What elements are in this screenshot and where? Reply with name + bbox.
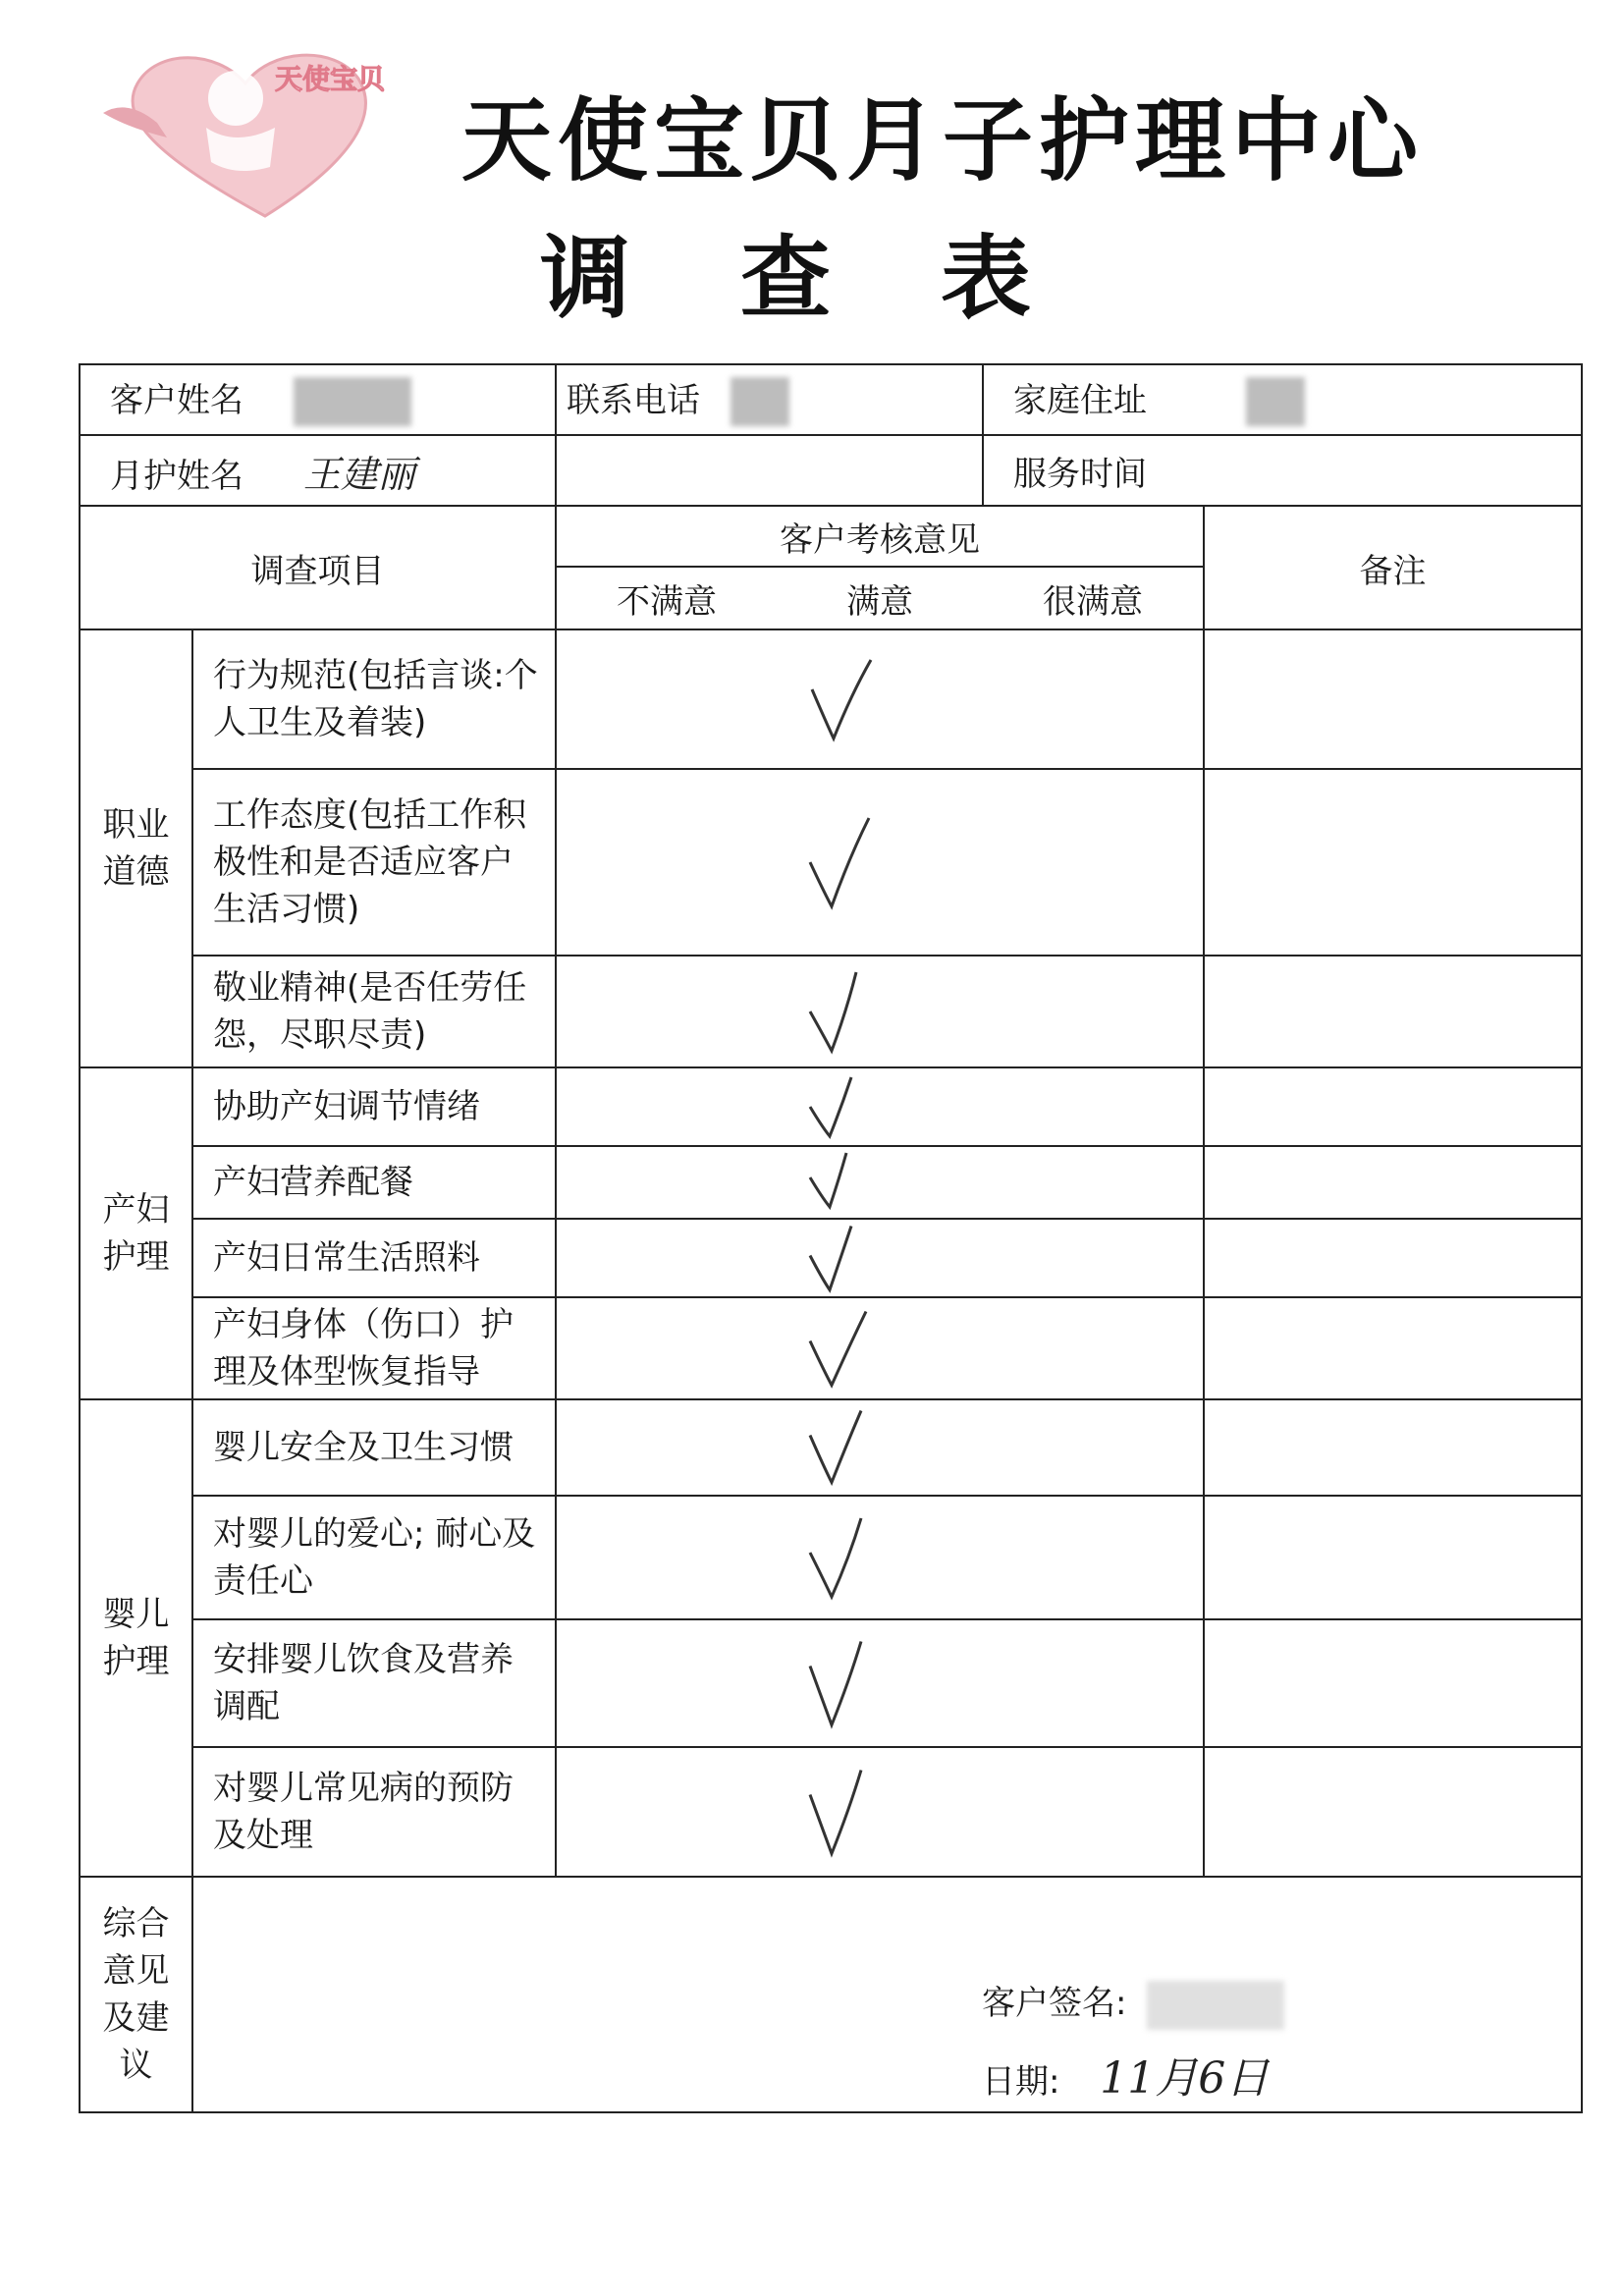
signature-line bbox=[982, 1976, 1284, 2030]
service-time-label: 服务时间 bbox=[1013, 454, 1147, 494]
remarks-cell[interactable] bbox=[1204, 1399, 1582, 1496]
satisfied-header: 满意 bbox=[777, 567, 983, 629]
unsatisfied-header: 不满意 bbox=[556, 567, 777, 629]
redacted-customer-name bbox=[294, 377, 411, 426]
rating-cell[interactable] bbox=[556, 1219, 1204, 1297]
checkmark-icon bbox=[802, 1072, 871, 1141]
checkmark-icon bbox=[802, 1307, 881, 1391]
checkmark-icon bbox=[802, 813, 881, 911]
redacted-signature bbox=[1147, 1981, 1284, 2030]
nurse-name-value: 王建丽 bbox=[302, 452, 415, 496]
remarks-cell[interactable] bbox=[1204, 1297, 1582, 1399]
remarks-cell[interactable] bbox=[1204, 1496, 1582, 1619]
rating-cell[interactable] bbox=[556, 1619, 1204, 1747]
address-cell bbox=[983, 364, 1582, 435]
remarks-cell[interactable] bbox=[1204, 1146, 1582, 1219]
category-label: 婴儿护理 bbox=[80, 1399, 192, 1877]
rating-cell[interactable] bbox=[556, 769, 1204, 956]
rating-cell[interactable] bbox=[556, 1496, 1204, 1619]
rating-cell[interactable] bbox=[556, 956, 1204, 1067]
date-value: 11月6日 bbox=[1100, 2053, 1270, 2104]
category-label: 职业道德 bbox=[80, 629, 192, 1067]
rating-cell[interactable] bbox=[556, 1747, 1204, 1877]
rating-cell[interactable] bbox=[556, 629, 1204, 769]
survey-item: 对婴儿常见病的预防及处理 bbox=[192, 1747, 556, 1877]
remarks-cell[interactable] bbox=[1204, 1219, 1582, 1297]
customer-name-label: 客户姓名 bbox=[110, 380, 244, 420]
page-subtitle: 调 查 表 bbox=[539, 226, 1071, 331]
remarks-cell[interactable] bbox=[1204, 956, 1582, 1067]
remarks-cell[interactable] bbox=[1204, 1067, 1582, 1146]
logo bbox=[98, 29, 432, 226]
summary-label: 综合意见及建议 bbox=[80, 1877, 192, 2112]
remarks-header: 备注 bbox=[1204, 506, 1582, 629]
survey-item-header: 调查项目 bbox=[80, 506, 556, 629]
survey-item: 产妇营养配餐 bbox=[192, 1146, 556, 1219]
empty-cell bbox=[556, 435, 983, 506]
date-line bbox=[982, 2043, 1269, 2105]
survey-item: 行为规范(包括言谈:个人卫生及着装) bbox=[192, 629, 556, 769]
nurse-cell bbox=[80, 435, 556, 506]
survey-item: 敬业精神(是否任劳任怨，尽职尽责) bbox=[192, 956, 556, 1067]
redacted-phone bbox=[731, 377, 789, 426]
remarks-cell[interactable] bbox=[1204, 769, 1582, 956]
category-label: 产妇护理 bbox=[80, 1067, 192, 1399]
date-label: 日期: bbox=[982, 2062, 1060, 2102]
survey-item: 产妇日常生活照料 bbox=[192, 1219, 556, 1297]
very-satisfied-header: 很满意 bbox=[983, 567, 1204, 629]
phone-cell bbox=[556, 364, 983, 435]
summary-cell[interactable] bbox=[192, 1877, 1582, 2112]
opinion-header: 客户考核意见 bbox=[556, 506, 1204, 567]
checkmark-icon bbox=[802, 967, 881, 1056]
rating-cell[interactable] bbox=[556, 1067, 1204, 1146]
survey-item: 婴儿安全及卫生习惯 bbox=[192, 1399, 556, 1496]
survey-item: 协助产妇调节情绪 bbox=[192, 1067, 556, 1146]
checkmark-icon bbox=[802, 1513, 881, 1602]
remarks-cell[interactable] bbox=[1204, 1747, 1582, 1877]
redacted-address bbox=[1246, 377, 1305, 426]
checkmark-icon bbox=[802, 1148, 871, 1217]
survey-item: 对婴儿的爱心; 耐心及责任心 bbox=[192, 1496, 556, 1619]
rating-cell[interactable] bbox=[556, 1146, 1204, 1219]
logo-text: 天使宝贝 bbox=[275, 63, 386, 95]
remarks-cell[interactable] bbox=[1204, 1619, 1582, 1747]
rating-cell[interactable] bbox=[556, 1297, 1204, 1399]
checkmark-icon bbox=[802, 1222, 871, 1295]
page-title: 天使宝贝月子护理中心 bbox=[460, 88, 1424, 193]
remarks-cell[interactable] bbox=[1204, 629, 1582, 769]
survey-item: 安排婴儿饮食及营养调配 bbox=[192, 1619, 556, 1747]
checkmark-icon bbox=[802, 1637, 881, 1730]
checkmark-icon bbox=[802, 1406, 881, 1490]
survey-table bbox=[79, 363, 1583, 2113]
address-label: 家庭住址 bbox=[1013, 380, 1147, 420]
rating-cell[interactable] bbox=[556, 1399, 1204, 1496]
checkmark-icon bbox=[802, 1766, 881, 1859]
phone-label: 联系电话 bbox=[567, 380, 700, 420]
service-time-cell bbox=[983, 435, 1582, 506]
info-cell bbox=[80, 364, 556, 435]
nurse-name-label: 月护姓名 bbox=[110, 456, 244, 496]
survey-item: 产妇身体（伤口）护理及体型恢复指导 bbox=[192, 1297, 556, 1399]
survey-item: 工作态度(包括工作积极性和是否适应客户生活习惯) bbox=[192, 769, 556, 956]
signature-label: 客户签名: bbox=[982, 1984, 1127, 2023]
heart-logo-icon bbox=[98, 29, 432, 226]
checkmark-icon bbox=[802, 655, 881, 743]
